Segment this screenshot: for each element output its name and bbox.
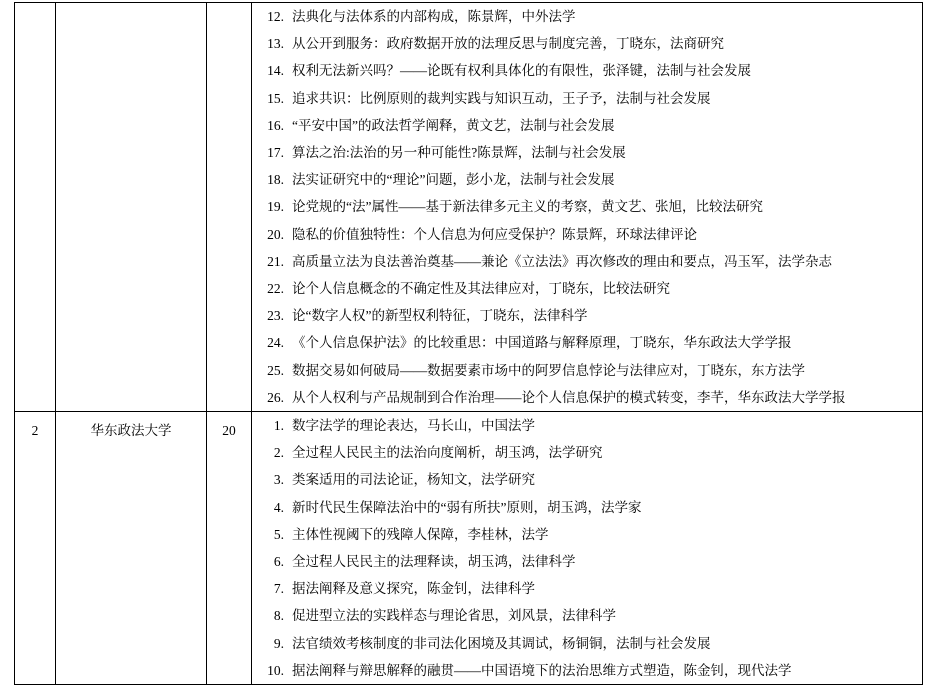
list-item-text: 法典化与法体系的内部构成，陈景辉，中外法学 [292,9,576,24]
list-item-text: 从公开到服务：政府数据开放的法理反思与制度完善，丁晓东，法商研究 [292,36,724,52]
list-item-text: 据法阐释与辩思解释的融贯——中国语境下的法治思维方式塑造，陈金钊，现代法学 [292,662,792,678]
list-item-number: 24. [267,335,284,351]
list-item-number: 26. [267,389,284,405]
table-row [15,412,923,685]
row-index-value [15,3,55,8]
publication-list [252,3,922,411]
row-index-cell [15,3,56,412]
list-item [252,657,922,684]
row-list-cell [252,412,923,685]
list-item-text: 高质量立法为良法善治奠基——兼论《立法法》再次修改的理由和要点，冯玉军，法学杂志 [292,253,832,269]
list-item-number: 5. [273,526,284,542]
list-item [252,575,922,602]
list-item [252,521,922,548]
row-count-value: 20 [222,423,236,439]
list-item [252,193,922,220]
row-school-value: 华东政法大学 [90,423,172,439]
row-school-cell [56,3,207,412]
list-item [252,3,922,30]
list-item [252,30,922,57]
list-item [252,57,922,84]
row-count-cell [207,412,252,685]
row-index-cell [15,412,56,685]
row-school-cell [56,412,207,685]
list-item [252,85,922,112]
list-item-number: 25. [267,362,284,378]
list-item [252,466,922,493]
list-item-number: 12. [267,9,284,24]
list-item [252,221,922,248]
list-item-text: 法官绩效考核制度的非司法化困境及其调试，杨铜铜，法制与社会发展 [292,635,711,651]
list-item-number: 21. [267,253,284,269]
list-item-text: 隐私的价值独特性：个人信息为何应受保护？陈景辉，环球法律评论 [292,226,697,242]
list-item-number: 10. [267,662,284,678]
list-item-text: 数字法学的理论表达，马长山，中国法学 [292,418,535,434]
list-item-number: 2. [273,445,284,461]
list-item-text: 全过程人民民主的法理释读，胡玉鸿，法律科学 [292,554,576,570]
list-item [252,630,922,657]
list-item-text: 算法之治:法治的另一种可能性?陈景辉，法制与社会发展 [292,145,626,161]
list-item-text: 论“数字人权”的新型权利特征，丁晓东，法律科学 [292,308,588,324]
list-item [252,357,922,384]
list-item-text: 论个人信息概念的不确定性及其法律应对，丁晓东，比较法研究 [292,281,670,297]
row-count-cell [207,3,252,412]
list-item-text: “平安中国”的政法哲学阐释，黄文艺，法制与社会发展 [292,117,615,133]
document-page [0,2,934,678]
list-item-number: 19. [267,199,284,215]
row-list-cell [252,3,923,412]
list-item-number: 16. [267,117,284,133]
list-item [252,384,922,411]
list-item [252,548,922,575]
list-item-number: 6. [273,554,284,570]
list-item [252,412,922,439]
list-item-number: 23. [267,308,284,324]
list-item-text: 数据交易如何破局——数据要素市场中的阿罗信息悖论与法律应对，丁晓东，东方法学 [292,362,805,378]
publication-table [14,2,923,685]
list-item [252,139,922,166]
list-item-text: 《个人信息保护法》的比较重思：中国道路与解释原理，丁晓东，华东政法大学学报 [292,335,792,351]
list-item [252,112,922,139]
list-item [252,275,922,302]
list-item-number: 8. [273,608,284,624]
row-count-value [207,3,251,8]
list-item-number: 18. [267,172,284,188]
list-item-text: 全过程人民民主的法治向度阐析，胡玉鸿，法学研究 [292,445,603,461]
list-item-text: 法实证研究中的“理论”问题，彭小龙，法制与社会发展 [292,172,615,188]
list-item-text: 类案适用的司法论证，杨知文，法学研究 [292,472,535,488]
list-item-text: 论党规的“法”属性——基于新法律多元主义的考察，黄文艺、张旭，比较法研究 [292,199,763,215]
list-item [252,329,922,356]
list-item-text: 追求共识：比例原则的裁判实践与知识互动，王子予，法制与社会发展 [292,90,711,106]
list-item-number: 17. [267,145,284,161]
list-item-text: 从个人权利与产品规制到合作治理——论个人信息保护的模式转变，李芊，华东政法大学学报 [292,389,846,405]
list-item-text: 主体性视阈下的残障人保障，李桂林，法学 [292,526,549,542]
list-item [252,494,922,521]
row-school-value [56,3,206,8]
list-item-text: 据法阐释及意义探究，陈金钊，法律科学 [292,581,535,597]
list-item-number: 1. [273,418,284,434]
table-row [15,3,923,412]
list-item [252,248,922,275]
list-item-text: 新时代民生保障法治中的“弱有所扶”原则，胡玉鸿，法学家 [292,499,642,515]
list-item-text: 权利无法新兴吗？——论既有权利具体化的有限性，张泽键，法制与社会发展 [292,63,751,79]
list-item [252,166,922,193]
list-item-number: 13. [267,36,284,52]
list-item [252,602,922,629]
list-item-number: 22. [267,281,284,297]
list-item [252,439,922,466]
list-item-text: 促进型立法的实践样态与理论省思，刘风景，法律科学 [292,608,616,624]
list-item-number: 4. [273,499,284,515]
list-item-number: 9. [273,635,284,651]
list-item [252,302,922,329]
table-body [15,3,923,685]
publication-list [252,412,922,684]
list-item-number: 20. [267,226,284,242]
row-index-value: 2 [31,423,39,439]
list-item-number: 3. [273,472,284,488]
list-item-number: 14. [267,63,284,79]
list-item-number: 15. [267,90,284,106]
list-item-number: 7. [273,581,284,597]
